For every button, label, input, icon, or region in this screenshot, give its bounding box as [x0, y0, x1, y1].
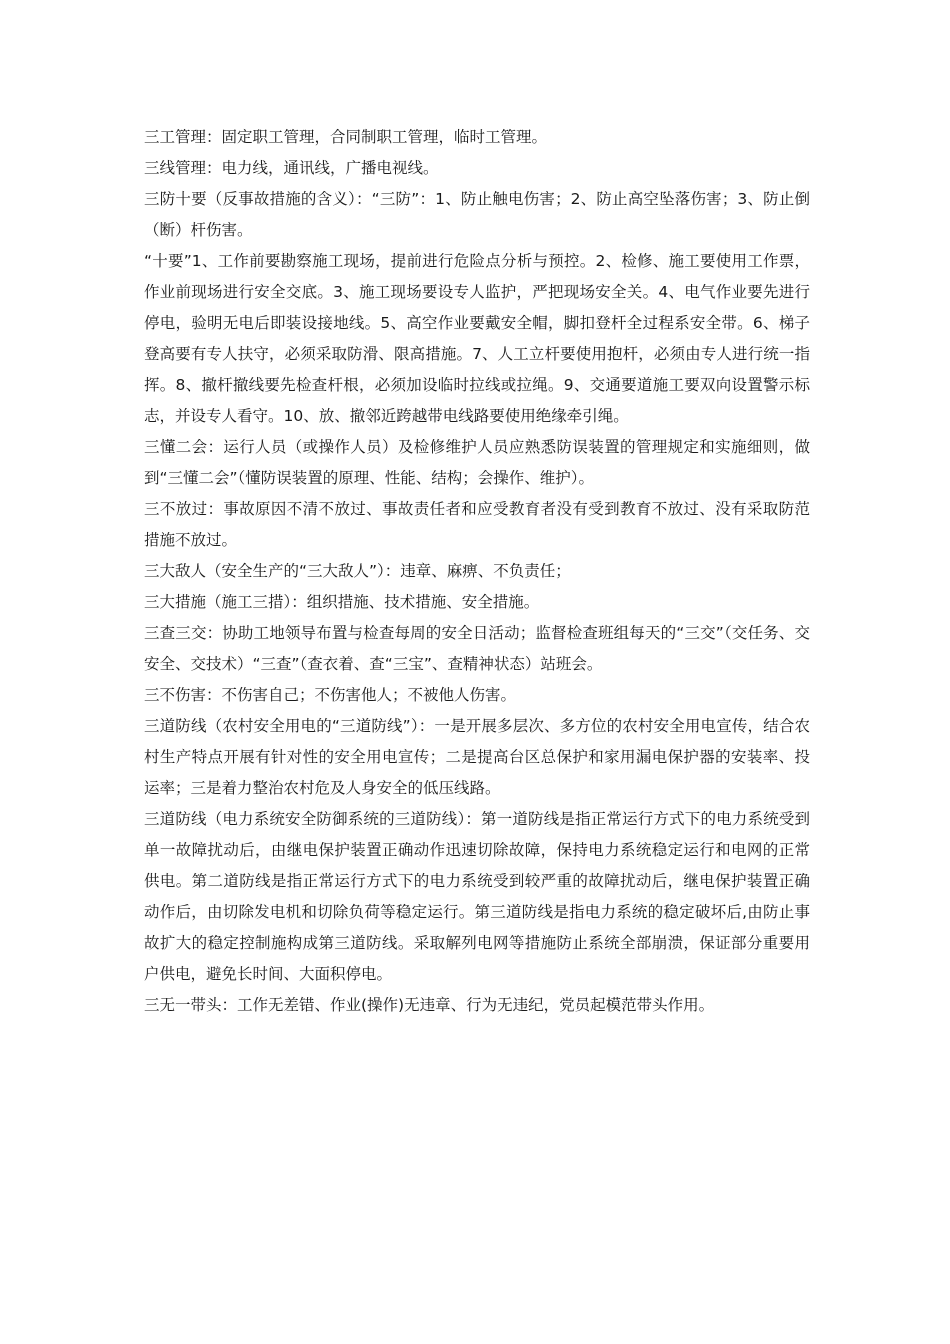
paragraph-san-da-cuoshi: 三大措施（施工三措）：组织措施、技术措施、安全措施。	[144, 593, 540, 611]
paragraph-san-bu-shanghai: 三不伤害：不伤害自己；不伤害他人；不被他人伤害。	[144, 686, 517, 704]
paragraph-san-xian-guanli: 三线管理：电力线，通讯线，广播电视线。	[144, 159, 439, 177]
paragraph-san-da-diren: 三大敌人（安全生产的“三大敌人”）：违章、麻痹、不负责任；	[144, 562, 571, 580]
paragraph-san-gong-guanli: 三工管理：固定职工管理，合同制职工管理，临时工管理。	[144, 128, 548, 146]
paragraph-shi-yao: “十要”1、工作前要勘察施工现场，提前进行危险点分析与预控。2、检修、施工要使用工作票，作业前现场进行安全交底。3、施工现场要设专人监护，严把现场安全关。4、电气作业要先进行停电，验明无电后即装设接地线。5、高空作业要戴安全帽，脚扣登杆全过程系安全带。6、梯子登高要有专人扶守，必须采取防滑、限高措施。7、人工立杆要使用抱杆，必须由专人进行统一指挥。8、撤杆撤线要先检查杆根，必须加设临时拉线或拉绳。9、交通要道施工要双向设置警示标志，并设专人看守。10、放、撤邻近跨越带电线路要使用绝缘牵引绳。	[144, 252, 810, 425]
paragraph-san-dao-fangxian-dianli: 三道防线（电力系统安全防御系统的三道防线）：第一道防线是指正常运行方式下的电力系统受到单一故障扰动后，由继电保护装置正确动作迅速切除故障，保持电力系统稳定运行和电网的正常供电。第二道防线是指正常运行方式下的电力系统受到较严重的故障扰动后，继电保护装置正确动作后，由切除发电机和切除负荷等稳定运行。第三道防线是指电力系统的稳定破坏后,由防止事故扩大的稳定控制施构成第三道防线。采取解列电网等措施防止系统全部崩溃，保证部分重要用户供电，避免长时间、大面积停电。	[144, 810, 810, 983]
paragraph-san-dong-er-hui: 三懂二会：运行人员（或操作人员）及检修维护人员应熟悉防误装置的管理规定和实施细则，做到“三懂二会”（懂防误装置的原理、性能、结构；会操作、维护）。	[144, 438, 810, 487]
paragraph-san-bu-fangguo: 三不放过：事故原因不清不放过、事故责任者和应受教育者没有受到教育不放过、没有采取防范措施不放过。	[144, 500, 810, 549]
paragraph-san-fang-shi-yao: 三防十要（反事故措施的含义）：“三防”：1、防止触电伤害；2、防止高空坠落伤害；3、防止倒（断）杆伤害。	[144, 190, 810, 239]
paragraph-san-wu-yi-daitou: 三无一带头：工作无差错、作业(操作)无违章、行为无违纪，党员起模范带头作用。	[144, 996, 715, 1014]
document-body	[144, 122, 810, 1021]
paragraph-san-dao-fangxian-nongcun: 三道防线（农村安全用电的“三道防线”）：一是开展多层次、多方位的农村安全用电宣传，结合农村生产特点开展有针对性的安全用电宣传；二是提高台区总保护和家用漏电保护器的安装率、投运率；三是着力整治农村危及人身安全的低压线路。	[144, 717, 810, 797]
paragraph-san-cha-san-jiao: 三查三交：协助工地领导布置与检查每周的安全日活动；监督检查班组每天的“三交”（交任务、交安全、交技术）“三查”（查衣着、查“三宝”、查精神状态）站班会。	[144, 624, 810, 673]
